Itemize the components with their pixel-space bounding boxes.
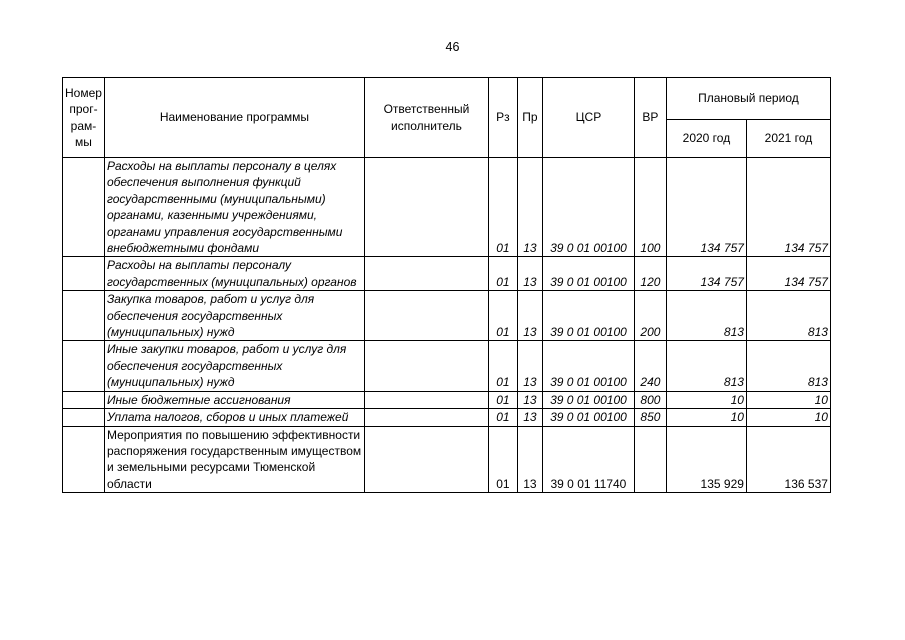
cell-num [63, 409, 105, 426]
cell-executor [364, 291, 488, 341]
cell-executor [364, 426, 488, 493]
cell-2020: 135 929 [666, 426, 746, 493]
header-year-2020: 2020 год [666, 120, 746, 158]
cell-pr: 13 [517, 426, 542, 493]
cell-num [63, 426, 105, 493]
cell-2020: 813 [666, 341, 746, 391]
cell-vr: 100 [634, 158, 666, 257]
cell-csr: 39 0 01 00100 [542, 158, 634, 257]
cell-2021: 134 757 [746, 158, 830, 257]
cell-csr: 39 0 01 00100 [542, 391, 634, 408]
cell-csr: 39 0 01 00100 [542, 257, 634, 291]
cell-vr: 850 [634, 409, 666, 426]
cell-rz: 01 [488, 158, 517, 257]
page-number: 46 [445, 40, 460, 54]
table-row [63, 409, 831, 426]
cell-2021: 10 [746, 409, 830, 426]
cell-name: Закупка товаров, работ и услуг для обеспечения государственных (муниципальных) нужд [104, 291, 364, 341]
cell-2021: 813 [746, 291, 830, 341]
cell-name: Иные бюджетные ассигнования [104, 391, 364, 408]
cell-executor [364, 391, 488, 408]
cell-pr: 13 [517, 291, 542, 341]
cell-rz: 01 [488, 391, 517, 408]
cell-2021: 10 [746, 391, 830, 408]
cell-rz: 01 [488, 257, 517, 291]
cell-pr: 13 [517, 391, 542, 408]
cell-pr: 13 [517, 257, 542, 291]
cell-csr: 39 0 01 11740 [542, 426, 634, 493]
cell-pr: 13 [517, 158, 542, 257]
cell-num [63, 391, 105, 408]
cell-2020: 10 [666, 391, 746, 408]
table-header [63, 78, 831, 158]
table-row [63, 257, 831, 291]
cell-2020: 134 757 [666, 257, 746, 291]
header-program-name: Наименование программы [104, 78, 364, 158]
table-row [63, 391, 831, 408]
cell-vr: 800 [634, 391, 666, 408]
header-program-number: Номер прог-рам-мы [63, 78, 105, 158]
cell-2021: 136 537 [746, 426, 830, 493]
cell-executor [364, 409, 488, 426]
cell-2020: 10 [666, 409, 746, 426]
cell-executor [364, 158, 488, 257]
cell-csr: 39 0 01 00100 [542, 291, 634, 341]
cell-name: Иные закупки товаров, работ и услуг для обеспечения государственных (муниципальных) нужд [104, 341, 364, 391]
cell-vr: 240 [634, 341, 666, 391]
cell-csr: 39 0 01 00100 [542, 409, 634, 426]
cell-vr: 120 [634, 257, 666, 291]
cell-rz: 01 [488, 341, 517, 391]
cell-rz: 01 [488, 291, 517, 341]
cell-name: Уплата налогов, сборов и иных платежей [104, 409, 364, 426]
header-planned-period: Плановый период [666, 78, 830, 120]
table-row [63, 341, 831, 391]
cell-2021: 134 757 [746, 257, 830, 291]
cell-2021: 813 [746, 341, 830, 391]
cell-num [63, 158, 105, 257]
cell-2020: 813 [666, 291, 746, 341]
header-pr: Пр [517, 78, 542, 158]
table-row [63, 291, 831, 341]
cell-vr [634, 426, 666, 493]
cell-num [63, 341, 105, 391]
header-vr: ВР [634, 78, 666, 158]
cell-executor [364, 257, 488, 291]
header-executor: Ответственный исполнитель [364, 78, 488, 158]
table-row [63, 426, 831, 493]
cell-executor [364, 341, 488, 391]
cell-2020: 134 757 [666, 158, 746, 257]
table-row [63, 158, 831, 257]
header-year-2021: 2021 год [746, 120, 830, 158]
cell-num [63, 257, 105, 291]
header-csr: ЦСР [542, 78, 634, 158]
cell-rz: 01 [488, 426, 517, 493]
cell-csr: 39 0 01 00100 [542, 341, 634, 391]
budget-table [62, 77, 831, 493]
cell-rz: 01 [488, 409, 517, 426]
cell-num [63, 291, 105, 341]
cell-name: Мероприятия по повышению эффективности распоряжения государственным имуществом и земельными ресурсами Тюменской области [104, 426, 364, 493]
cell-name: Расходы на выплаты персоналу государственных (муниципальных) органов [104, 257, 364, 291]
header-rz: Рз [488, 78, 517, 158]
cell-vr: 200 [634, 291, 666, 341]
cell-pr: 13 [517, 341, 542, 391]
cell-name: Расходы на выплаты персоналу в целях обеспечения выполнения функций государственными (муниципальными) органами, казенными учреждениями, органами управления государственными внебюджетными фондами [104, 158, 364, 257]
cell-pr: 13 [517, 409, 542, 426]
